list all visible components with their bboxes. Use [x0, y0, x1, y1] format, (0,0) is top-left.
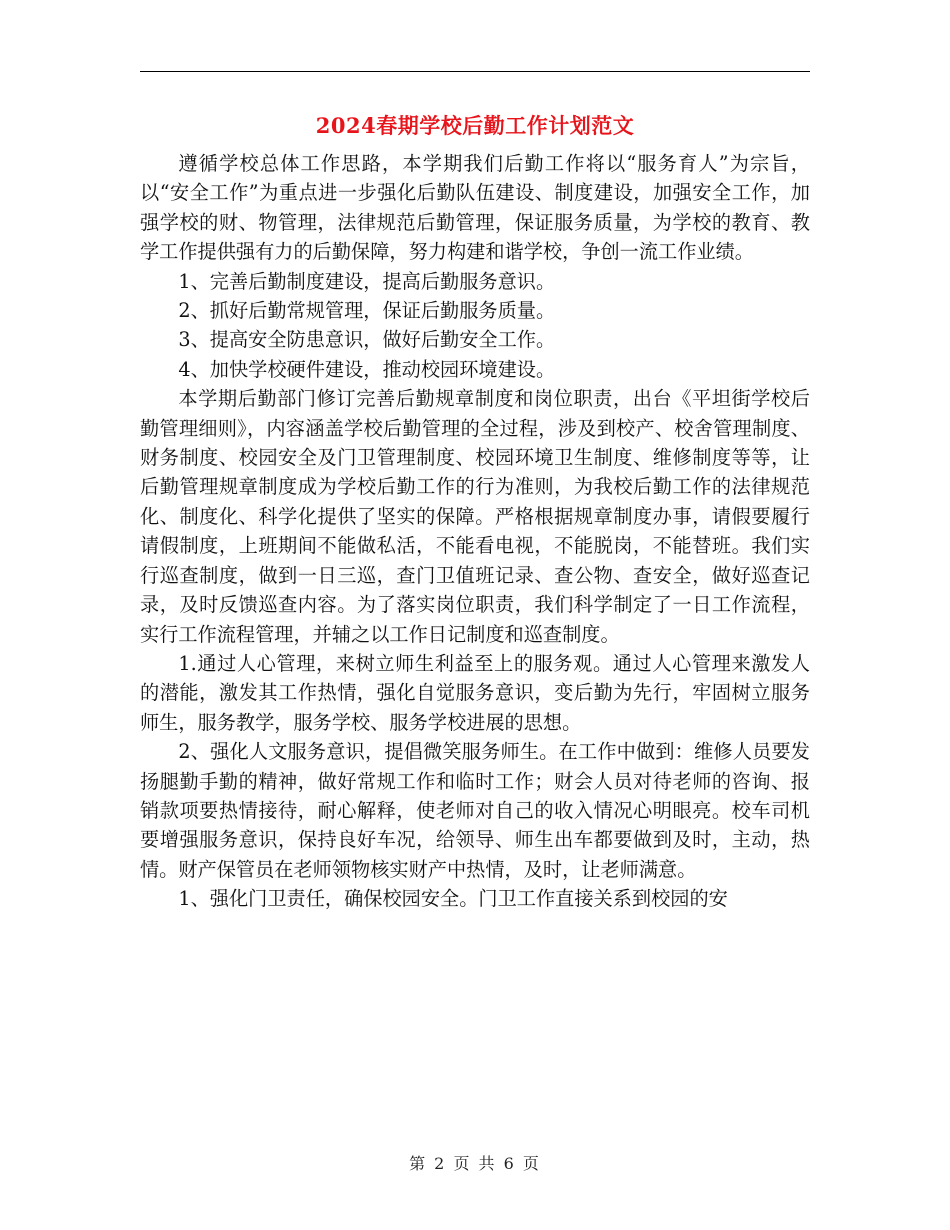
paragraph-list-item-4: 4、加快学校硬件建设，推动校园环境建设。: [178, 357, 556, 381]
header-rule: [140, 71, 810, 72]
paragraph-list-item-1: 1、完善后勤制度建设，提高后勤服务意识。: [178, 269, 556, 293]
paragraph-list-item-2: 2、抓好后勤常规管理，保证后勤服务质量。: [178, 299, 556, 323]
paragraph-humanistic-service: 2、强化人文服务意识，提倡微笑服务师生。在工作中做到：维修人员要发扬腿勤手勤的精神，做好常规工作和临时工作；财会人员对待老师的咨询、报销款项要热情接待，耐心解释，使老师对自己的收入情况心明眼亮。校车司机要增强服务意识，保持良好车况，给领导、师生出车都要做到及时，主动，热情。财产保管员在老师领物核实财产中热情，及时，让老师满意。: [140, 740, 810, 881]
paragraph-gate-security: 1、强化门卫责任，确保校园安全。门卫工作直接关系到校园的安: [178, 887, 728, 911]
document-title: 2024春期学校后勤工作计划范文: [315, 113, 635, 138]
paragraph-list-item-3: 3、提高安全防患意识，做好后勤安全工作。: [178, 328, 556, 352]
paragraph-regulations: 本学期后勤部门修订完善后勤规章制度和岗位职责，出台《平坦街学校后勤管理细则》，内容涵盖学校后勤管理的全过程，涉及到校产、校舍管理制度、财务制度、校园安全及门卫管理制度、校园环境卫生制度、维修制度等等，让后勤管理规章制度成为学校后勤工作的行为准则，为我校后勤工作的法律规范化、制度化、科学化提供了坚实的保障。严格根据规章制度办事，请假要履行请假制度，上班期间不能做私活，不能看电视，不能脱岗，不能替班。我们实行巡查制度，做到一日三巡，查门卫值班记录、查公物、查安全，做好巡查记录，及时反馈巡查内容。为了落实岗位职责，我们科学制定了一日工作流程，实行工作流程管理，并辅之以工作日记制度和巡查制度。: [140, 387, 810, 646]
document-body: [140, 149, 810, 914]
paragraph-intro: 遵循学校总体工作思路，本学期我们后勤工作将以“服务育人”为宗旨，以“安全工作”为重点进一步强化后勤队伍建设、制度建设，加强安全工作，加强学校的财、物管理，法律规范后勤管理，保证服务质量，为学校的教育、教学工作提供强有力的后勤保障，努力构建和谐学校，争创一流工作业绩。: [140, 152, 810, 264]
page-footer: 第 2 页 共 6 页: [409, 1154, 541, 1173]
paragraph-people-management: 1.通过人心管理，来树立师生利益至上的服务观。通过人心管理来激发人的潜能，激发其工作热情，强化自觉服务意识，变后勤为先行，牢固树立服务师生，服务教学，服务学校、服务学校进展的思想。: [140, 651, 810, 734]
